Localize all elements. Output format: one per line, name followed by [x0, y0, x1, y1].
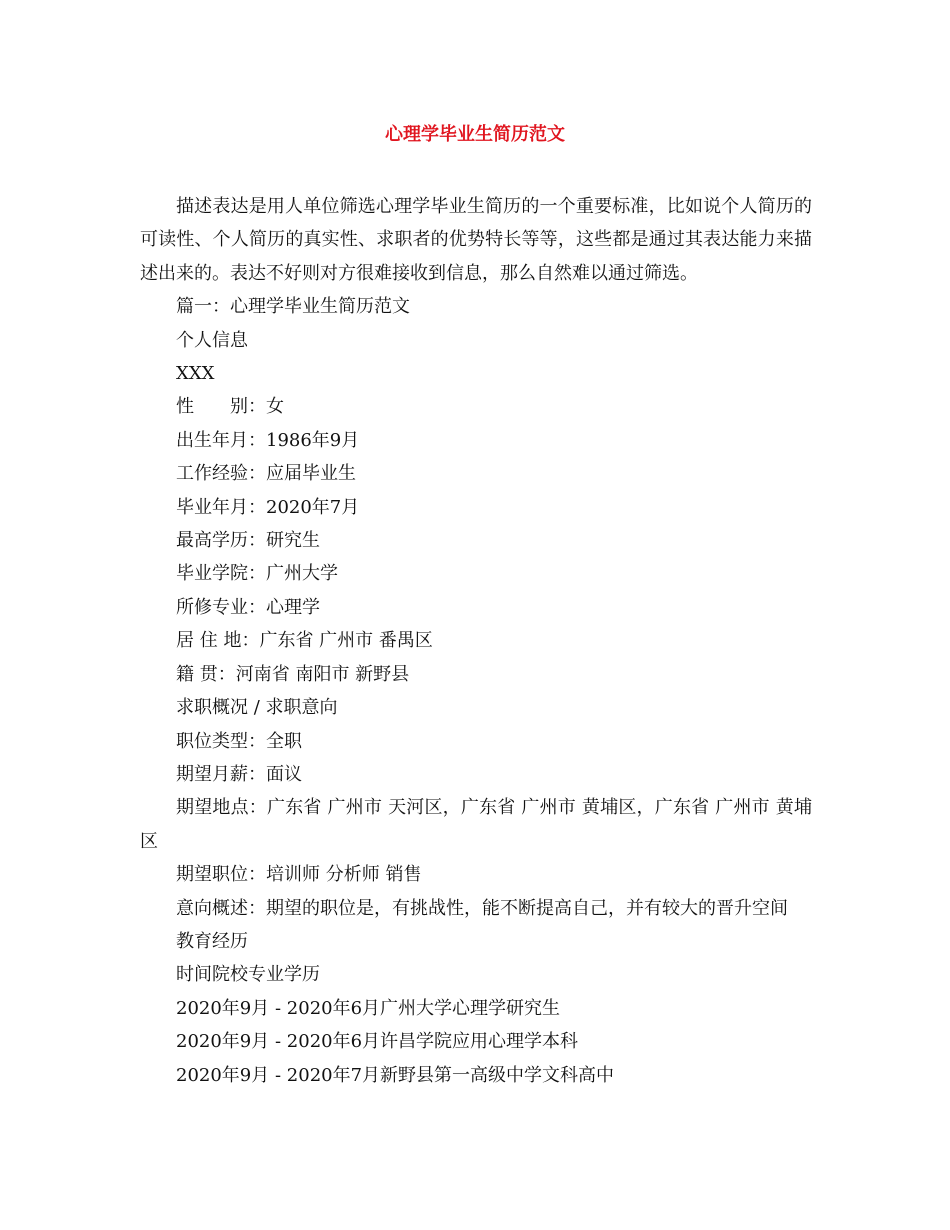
- section-heading-personal-info: 个人信息: [176, 329, 248, 351]
- highest-degree-line: 最高学历：研究生: [176, 530, 320, 552]
- document-body: [140, 190, 812, 1092]
- education-table-header: 时间院校专业学历: [176, 964, 320, 986]
- graduate-school-line: 毕业学院：广州大学: [176, 563, 338, 585]
- intro-paragraph: 描述表达是用人单位筛选心理学毕业生简历的一个重要标准，比如说个人简历的可读性、个人简历的真实性、求职者的优势特长等等，这些都是通过其表达能力来描述出来的。表达不好则对方很难接收到信息，那么自然难以通过筛选。: [140, 196, 812, 284]
- education-entry: 2020年9月 - 2020年7月新野县第一高级中学文科高中: [176, 1064, 615, 1086]
- education-entry: 2020年9月 - 2020年6月许昌学院应用心理学本科: [176, 1031, 579, 1053]
- section-heading-job-intention: 求职概况 / 求职意向: [176, 697, 338, 719]
- section-heading-part-one: 篇一：心理学毕业生简历范文: [176, 296, 410, 318]
- name-line: XXX: [176, 363, 215, 385]
- expected-location-line: 期望地点：广东省 广州市 天河区，广东省 广州市 黄埔区，广东省 广州市 黄埔区: [140, 797, 812, 852]
- document-title: 心理学毕业生简历范文: [385, 124, 565, 145]
- graduation-date-line: 毕业年月：2020年7月: [176, 496, 360, 518]
- major-line: 所修专业：心理学: [176, 596, 320, 618]
- birth-date-line: 出生年月：1986年9月: [176, 429, 360, 451]
- residence-line: 居 住 地：广东省 广州市 番禺区: [176, 630, 433, 652]
- expected-position-line: 期望职位：培训师 分析师 销售: [176, 864, 422, 886]
- work-experience-line: 工作经验：应届毕业生: [176, 463, 356, 485]
- expected-salary-line: 期望月薪：面议: [176, 763, 302, 785]
- section-heading-education: 教育经历: [176, 930, 248, 952]
- hometown-line: 籍 贯：河南省 南阳市 新野县: [176, 663, 410, 685]
- intention-summary-line: 意向概述：期望的职位是，有挑战性，能不断提高自己，并有较大的晋升空间: [176, 897, 788, 919]
- education-entry: 2020年9月 - 2020年6月广州大学心理学研究生: [176, 997, 561, 1019]
- gender-line: 性 别：女: [176, 396, 284, 418]
- job-type-line: 职位类型：全职: [176, 730, 302, 752]
